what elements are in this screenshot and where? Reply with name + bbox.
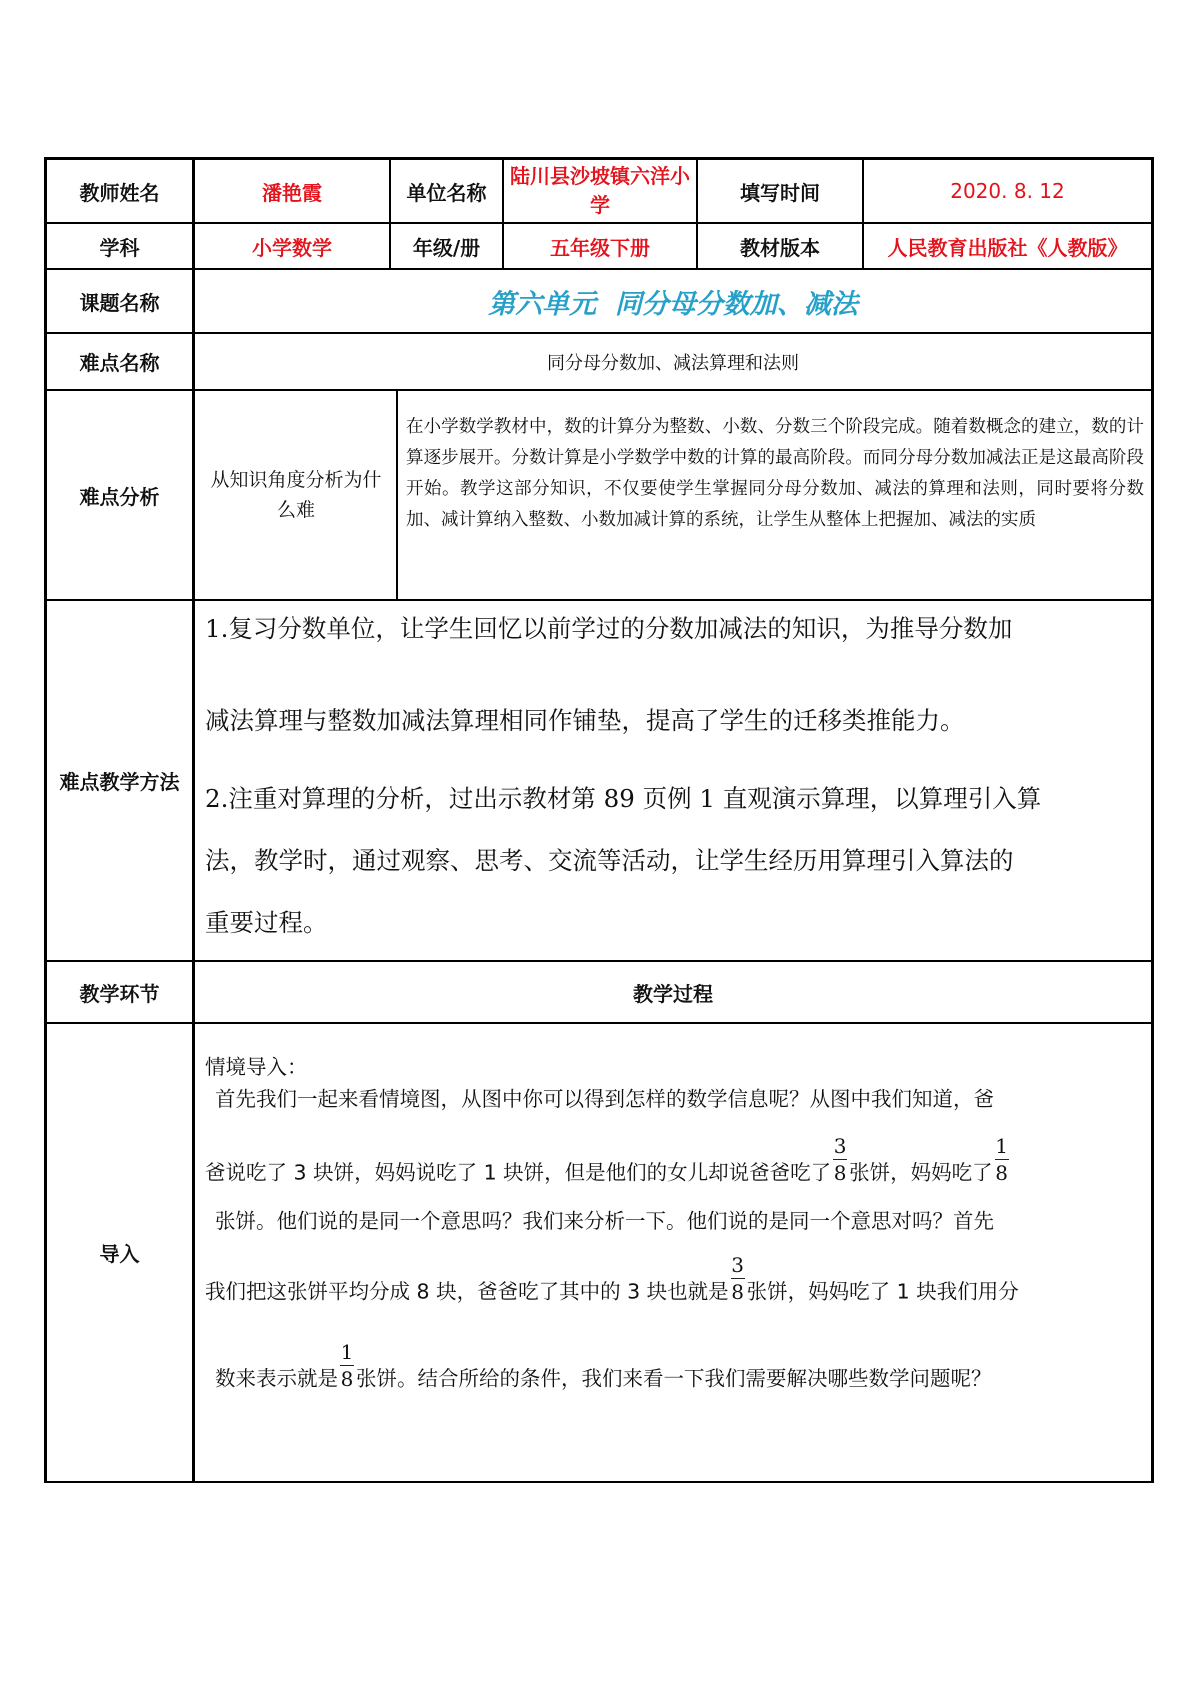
fraction-bar (995, 1159, 1009, 1160)
intro-line-3: 张饼。他们说的是同一个意思吗？我们来分析一下。他们说的是同一个意思对吗？首先 (215, 1209, 994, 1233)
school-value: 陆川县沙坡镇六洋小学 (510, 164, 690, 217)
edition-label: 教材版本 (740, 235, 820, 260)
intro-line-2-part-b: 张饼，妈妈吃了 (849, 1160, 993, 1185)
teaching-method-label: 难点教学方法 (59, 770, 180, 794)
fraction-bar (731, 1278, 745, 1279)
school-label: 单位名称 (406, 180, 487, 205)
fraction-bar (340, 1365, 354, 1366)
table-border-right (1151, 157, 1154, 1483)
method-paragraph-1-line-1: 1.复习分数单位，让学生回忆以前学过的分数加减法的知识，为推导分数加 (205, 614, 1013, 643)
fraction-numerator: 1 (340, 1340, 354, 1364)
edition-value: 人民教育出版社《人教版》 (887, 235, 1128, 260)
intro-line-4-part-a: 我们把这张饼平均分成 8 块，爸爸吃了其中的 3 块也就是 (205, 1279, 729, 1304)
method-paragraph-2-line-2: 法，教学时，通过观察、思考、交流等活动，让学生经历用算理引入算法的 (205, 846, 1014, 875)
fraction-numerator: 3 (833, 1134, 847, 1158)
intro-line-5-part-b: 张饼。结合所给的条件，我们来看一下我们需要解决哪些数学问题呢？ (356, 1366, 992, 1391)
fraction-bar (833, 1159, 847, 1160)
divider-analysis (396, 390, 398, 600)
fraction-three-eighths (731, 1255, 745, 1302)
intro-heading: 情境导入： (205, 1055, 308, 1079)
method-paragraph-1-line-2: 减法算理与整数加减法算理相同作铺垫，提高了学生的迁移类推能力。 (205, 706, 965, 735)
grade-value: 五年级下册 (550, 235, 650, 260)
teaching-step-label: 教学环节 (79, 981, 160, 1006)
difficulty-name-value: 同分母分数加、减法算理和法则 (547, 352, 799, 374)
divider-h5 (44, 599, 1154, 601)
intro-line-1: 首先我们一起来看情境图，从图中你可以得到怎样的数学信息呢？从图中我们知道，爸 (215, 1087, 994, 1111)
fill-time-label: 填写时间 (740, 180, 820, 205)
difficulty-name-label: 难点名称 (79, 351, 160, 375)
intro-line-2 (205, 1134, 1011, 1197)
teaching-process-label: 教学过程 (633, 981, 713, 1006)
subject-value: 小学数学 (252, 235, 332, 260)
analysis-sub-label: 从知识角度分析为什么难 (210, 469, 382, 521)
subject-label: 学科 (99, 235, 140, 260)
method-paragraph-2-line-3: 重要过程。 (205, 908, 328, 937)
intro-line-2-part-a: 爸说吃了 3 块饼，妈妈说吃了 1 块饼，但是他们的女儿却说爸爸吃了 (205, 1160, 832, 1185)
intro-line-4-part-b: 张饼，妈妈吃了 1 块我们用分 (746, 1279, 1019, 1304)
divider-h7 (44, 1022, 1154, 1024)
fraction-denominator: 8 (731, 1280, 745, 1304)
fill-time-value: 2020. 8. 12 (950, 179, 1065, 203)
table-border-bottom (44, 1481, 1154, 1483)
method-paragraph-2-line-1: 2.注重对算理的分析，过出示教材第 89 页例 1 直观演示算理，以算理引入算 (205, 784, 1042, 813)
fraction-one-eighth (995, 1136, 1009, 1183)
fraction-one-eighth (340, 1342, 354, 1389)
teacher-name-value: 潘艳霞 (262, 180, 322, 205)
fraction-numerator: 3 (731, 1253, 745, 1277)
fraction-three-eighths (833, 1136, 847, 1183)
topic-value: 第六单元 同分母分数加、减法 (488, 288, 858, 320)
fraction-denominator: 8 (833, 1161, 847, 1185)
teacher-name-label: 教师姓名 (79, 180, 160, 205)
grade-label: 年级/册 (412, 235, 481, 260)
fraction-numerator: 1 (995, 1134, 1009, 1158)
intro-line-5 (215, 1340, 992, 1403)
intro-label: 导入 (99, 1242, 140, 1266)
fraction-denominator: 8 (340, 1367, 354, 1391)
topic-label: 课题名称 (79, 290, 160, 315)
analysis-label: 难点分析 (79, 484, 160, 509)
intro-line-4 (205, 1253, 1019, 1316)
intro-line-5-part-a: 数来表示就是 (215, 1366, 338, 1391)
analysis-text: 在小学数学教材中，数的计算分为整数、小数、分数三个阶段完成。随着数概念的建立，数的计算逐步展开。分数计算是小学数学中数的计算的最高阶段。而同分母分数加减法正是这最高阶段开始。教学这部分知识，不仅要使学生掌握同分母分数加、减法的算理和法则，同时要将分数加、减计算纳入整数、小数加减计算的系统，让学生从整体上把握加、减法的实质 (406, 417, 1144, 530)
fraction-denominator: 8 (995, 1161, 1009, 1185)
